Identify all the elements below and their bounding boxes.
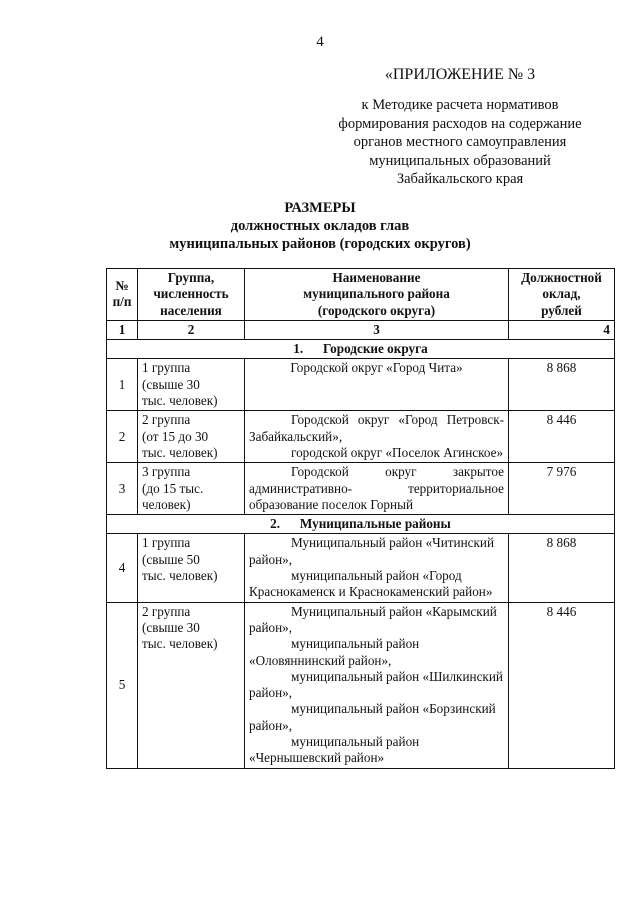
appendix-subtitle	[300, 96, 620, 189]
district-name-cell	[245, 602, 509, 768]
salary-cell: 8 446	[509, 411, 615, 463]
appendix-subtitle-line: органов местного самоуправления	[353, 134, 567, 151]
header-num	[107, 269, 138, 321]
header-salary	[509, 269, 615, 321]
header-text: рублей	[541, 302, 582, 318]
district-name: муниципальный район «Оловяннинский район»,	[249, 636, 420, 668]
header-text: муниципального района	[303, 286, 450, 302]
salary-cell: 8 868	[509, 359, 615, 411]
header-text: Группа,	[167, 270, 215, 285]
row-number: 3	[107, 463, 138, 515]
group-text: (свыше 50	[142, 551, 200, 567]
page-number: 4	[316, 34, 324, 50]
district-name: Городской округ закрытое административно- территориальное образование поселок Горный	[249, 464, 504, 512]
row-number: 1	[107, 359, 138, 411]
header-group	[138, 269, 245, 321]
column-number: 2	[138, 320, 245, 339]
district-name: Городской округ «Город Чита»	[290, 360, 463, 376]
district-name: Городской округ «Город Петровск-Забайкальский»,	[249, 412, 504, 444]
column-number: 1	[107, 320, 138, 339]
appendix-subtitle-line: к Методике расчета нормативов	[361, 97, 559, 113]
group-cell	[138, 602, 245, 768]
appendix-title: «ПРИЛОЖЕНИЕ № 3	[384, 66, 536, 83]
group-text: 2 группа	[142, 603, 191, 619]
district-name: муниципальный район «Борзинский район»,	[249, 701, 496, 733]
district-name: муниципальный район «Чернышевский район»	[249, 734, 420, 766]
district-name-cell	[245, 359, 509, 411]
section-title: 1. Городские округа	[107, 340, 615, 359]
district-name: городской округ «Поселок Агинское»	[291, 444, 504, 460]
appendix-subtitle-line: Забайкальского края	[396, 171, 524, 188]
header-text: Наименование	[332, 270, 421, 285]
group-text: 1 группа	[142, 535, 191, 551]
district-name-cell	[245, 534, 509, 602]
group-text: (свыше 30	[142, 619, 200, 635]
group-text: 2 группа	[142, 412, 191, 428]
salary-cell: 8 446	[509, 602, 615, 768]
group-text: тыс. человек)	[142, 444, 218, 460]
district-name-cell	[245, 411, 509, 463]
header-text: п/п	[112, 294, 132, 310]
column-number: 4	[509, 320, 615, 339]
table-header-row	[107, 269, 615, 321]
table-row	[107, 359, 615, 411]
column-number-row	[107, 320, 615, 339]
group-cell	[138, 534, 245, 602]
group-text: 1 группа	[142, 360, 191, 376]
header-name	[245, 269, 509, 321]
section-title: 2. Муниципальные районы	[107, 515, 615, 534]
appendix-subtitle-line: формирования расходов на содержание	[338, 115, 582, 132]
table-row	[107, 463, 615, 515]
appendix-subtitle-line: муниципальных образований	[369, 152, 551, 169]
table-row	[107, 534, 615, 602]
group-cell	[138, 463, 245, 515]
header-text: населения	[160, 302, 222, 318]
section-header-row	[107, 340, 615, 359]
header-text: №	[115, 278, 129, 294]
header-text: оклад,	[542, 286, 581, 302]
district-name-cell	[245, 463, 509, 515]
table-row	[107, 411, 615, 463]
group-cell	[138, 359, 245, 411]
heading-line-3: муниципальных районов (городских округов)	[169, 236, 471, 252]
group-text: человек)	[142, 496, 191, 512]
district-name: муниципальный район «Шилкинский район»,	[249, 668, 503, 701]
group-text: (свыше 30	[142, 376, 200, 392]
header-text: численность	[153, 286, 229, 302]
group-text: 3 группа	[142, 464, 191, 480]
group-text: (до 15 тыс.	[142, 480, 204, 496]
group-text: тыс. человек)	[142, 636, 218, 652]
row-number: 5	[107, 602, 138, 768]
group-text: тыс. человек)	[142, 393, 218, 409]
group-text: (от 15 до 30	[142, 428, 209, 444]
salary-cell: 8 868	[509, 534, 615, 602]
group-text: тыс. человек)	[142, 568, 218, 584]
heading-line-2: должностных окладов глав	[230, 218, 410, 234]
district-name: Муниципальный район «Читинский район»,	[249, 535, 495, 567]
section-header-row	[107, 515, 615, 534]
row-number: 2	[107, 411, 138, 463]
header-text: (городского округа)	[317, 302, 436, 318]
row-number: 4	[107, 534, 138, 602]
group-cell	[138, 411, 245, 463]
column-number: 3	[245, 320, 509, 339]
salary-cell: 7 976	[509, 463, 615, 515]
table-row	[107, 602, 615, 768]
district-name: Муниципальный район «Карымский район»,	[249, 603, 497, 635]
heading-line-1: РАЗМЕРЫ	[284, 200, 356, 216]
district-name: муниципальный район «Город Краснокаменск и Краснокаменский район»	[249, 568, 493, 600]
header-text: Должностной	[521, 270, 602, 285]
document-heading	[0, 199, 640, 253]
salary-table	[106, 268, 615, 769]
